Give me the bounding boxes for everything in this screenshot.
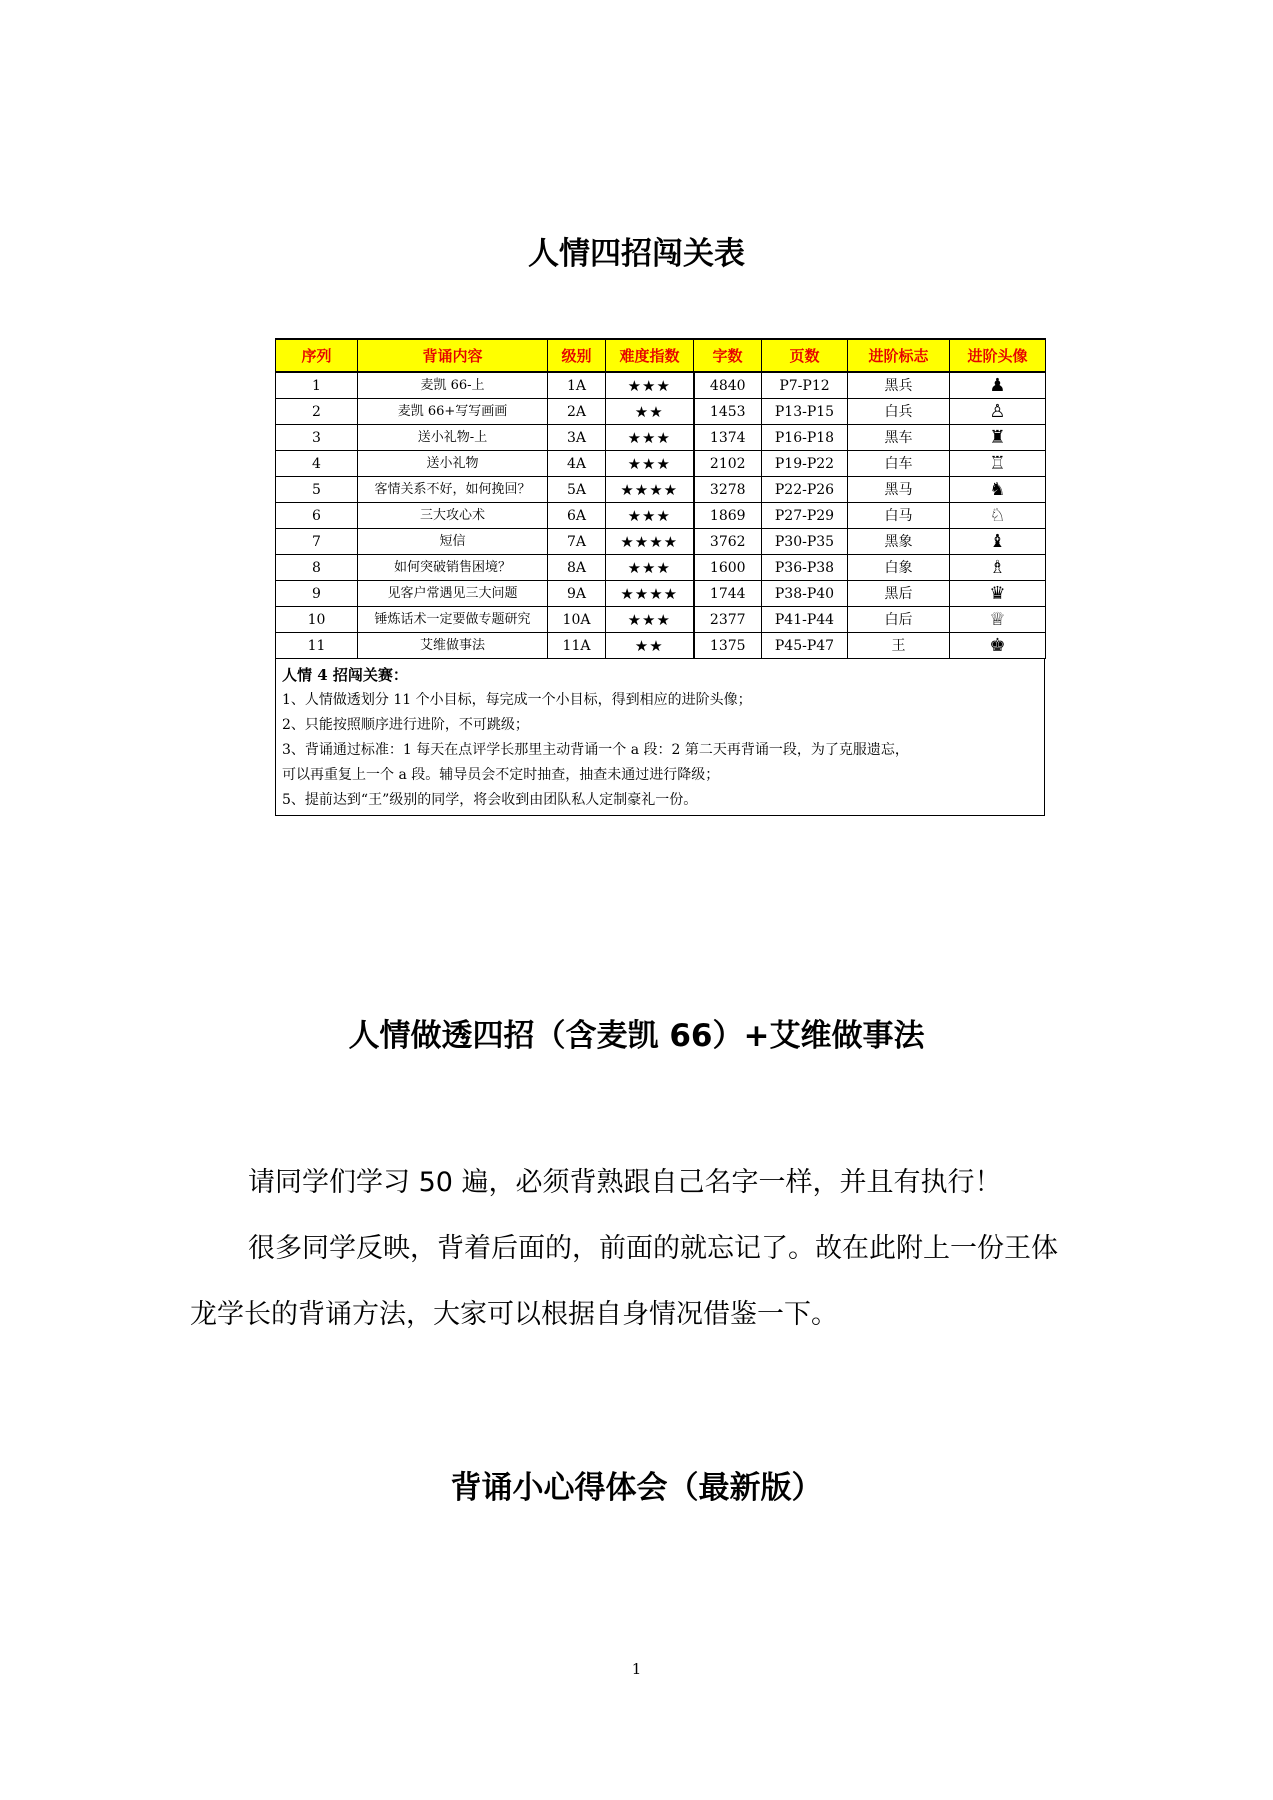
cell-level: 3A [548, 425, 606, 451]
chess-piece-icon: ♝ [950, 529, 1046, 555]
cell-level: 5A [548, 477, 606, 503]
header-difficulty: 难度指数 [606, 339, 694, 372]
challenge-table [275, 338, 1046, 659]
rule-line: 2、只能按照顺序进行进阶，不可跳级； [282, 717, 529, 733]
cell-difficulty-stars: ★★ [606, 633, 694, 659]
cell-pages: P45-P47 [762, 633, 848, 659]
cell-seq: 11 [276, 633, 358, 659]
cell-char-count: 2102 [694, 451, 762, 477]
cell-badge: 白兵 [848, 399, 950, 425]
cell-pages: P36-P38 [762, 555, 848, 581]
table-body [276, 372, 1046, 659]
section-title-tips: 背诵小心得体会（最新版） [450, 1470, 823, 1506]
cell-difficulty-stars: ★★★★ [606, 477, 694, 503]
cell-badge: 黑马 [848, 477, 950, 503]
header-content: 背诵内容 [358, 339, 548, 372]
cell-seq: 5 [276, 477, 358, 503]
chess-piece-icon: ♗ [950, 555, 1046, 581]
cell-pages: P38-P40 [762, 581, 848, 607]
cell-pages: P13-P15 [762, 399, 848, 425]
cell-pages: P41-P44 [762, 607, 848, 633]
cell-pages: P27-P29 [762, 503, 848, 529]
cell-pages: P22-P26 [762, 477, 848, 503]
paragraph-note: 很多同学反映，背着后面的，前面的就忘记了。故在此附上一份王体龙学长的背诵方法，大家可以根据自身情况借鉴一下。 [190, 1233, 1058, 1330]
cell-badge: 白马 [848, 503, 950, 529]
cell-seq: 8 [276, 555, 358, 581]
cell-difficulty-stars: ★★★ [606, 451, 694, 477]
cell-level: 2A [548, 399, 606, 425]
cell-content: 送小礼物 [358, 451, 548, 477]
cell-char-count: 3278 [694, 477, 762, 503]
table-row [276, 399, 1046, 425]
table-row [276, 503, 1046, 529]
cell-level: 4A [548, 451, 606, 477]
cell-badge: 白后 [848, 607, 950, 633]
cell-badge: 黑象 [848, 529, 950, 555]
cell-content: 麦凯 66-上 [358, 372, 548, 399]
cell-content: 锤炼话术一定要做专题研究 [358, 607, 548, 633]
page-number: 1 [631, 1660, 642, 1678]
cell-content: 短信 [358, 529, 548, 555]
cell-level: 7A [548, 529, 606, 555]
cell-difficulty-stars: ★★★ [606, 503, 694, 529]
cell-content: 艾维做事法 [358, 633, 548, 659]
cell-char-count: 1453 [694, 399, 762, 425]
section-title-main: 人情做透四招（含麦凯 66）+艾维做事法 [348, 1018, 925, 1054]
table-row [276, 529, 1046, 555]
cell-content: 三大攻心术 [358, 503, 548, 529]
cell-seq: 4 [276, 451, 358, 477]
cell-content: 见客户常遇见三大问题 [358, 581, 548, 607]
cell-badge: 黑车 [848, 425, 950, 451]
cell-seq: 7 [276, 529, 358, 555]
chess-piece-icon: ♛ [950, 581, 1046, 607]
cell-content: 客情关系不好，如何挽回？ [358, 477, 548, 503]
cell-difficulty-stars: ★★ [606, 399, 694, 425]
rule-line: 可以再重复上一个 a 段。辅导员会不定时抽查，抽查未通过进行降级； [282, 767, 720, 783]
cell-difficulty-stars: ★★★★ [606, 581, 694, 607]
cell-difficulty-stars: ★★★ [606, 555, 694, 581]
header-level: 级别 [548, 339, 606, 372]
chess-piece-icon: ♙ [950, 399, 1046, 425]
chess-piece-icon: ♞ [950, 477, 1046, 503]
cell-level: 11A [548, 633, 606, 659]
cell-char-count: 1374 [694, 425, 762, 451]
chess-piece-icon: ♘ [950, 503, 1046, 529]
header-seq: 序列 [276, 339, 358, 372]
cell-badge: 王 [848, 633, 950, 659]
paragraph-instruction: 请同学们学习 50 遍，必须背熟跟自己名字一样，并且有执行！ [248, 1167, 1002, 1198]
chess-piece-icon: ♜ [950, 425, 1046, 451]
header-chars: 字数 [694, 339, 762, 372]
cell-seq: 1 [276, 372, 358, 399]
header-avatar: 进阶头像 [950, 339, 1046, 372]
table-row [276, 633, 1046, 659]
cell-seq: 10 [276, 607, 358, 633]
cell-level: 1A [548, 372, 606, 399]
cell-content: 麦凯 66+写写画画 [358, 399, 548, 425]
cell-seq: 6 [276, 503, 358, 529]
chess-piece-icon: ♟ [950, 372, 1046, 399]
cell-badge: 黑后 [848, 581, 950, 607]
cell-difficulty-stars: ★★★ [606, 372, 694, 399]
cell-difficulty-stars: ★★★ [606, 607, 694, 633]
rules-title: 人情 4 招闯关赛： [282, 666, 408, 684]
cell-level: 8A [548, 555, 606, 581]
cell-badge: 黑兵 [848, 372, 950, 399]
chess-piece-icon: ♖ [950, 451, 1046, 477]
page-title-challenge-table: 人情四招闯关表 [528, 236, 745, 272]
cell-seq: 9 [276, 581, 358, 607]
cell-level: 9A [548, 581, 606, 607]
cell-char-count: 1869 [694, 503, 762, 529]
cell-level: 10A [548, 607, 606, 633]
table-row [276, 425, 1046, 451]
table-header-row [276, 339, 1046, 372]
cell-badge: 白车 [848, 451, 950, 477]
cell-char-count: 1375 [694, 633, 762, 659]
rules-box [275, 659, 1045, 816]
table-row [276, 372, 1046, 399]
rule-line: 1、人情做透划分 11 个小目标，每完成一个小目标，得到相应的进阶头像； [282, 692, 752, 708]
cell-level: 6A [548, 503, 606, 529]
cell-content: 如何突破销售困境？ [358, 555, 548, 581]
chess-piece-icon: ♕ [950, 607, 1046, 633]
header-pages: 页数 [762, 339, 848, 372]
cell-difficulty-stars: ★★★★ [606, 529, 694, 555]
cell-char-count: 1744 [694, 581, 762, 607]
cell-difficulty-stars: ★★★ [606, 425, 694, 451]
cell-pages: P7-P12 [762, 372, 848, 399]
cell-char-count: 1600 [694, 555, 762, 581]
cell-seq: 2 [276, 399, 358, 425]
challenge-table-figure [275, 338, 1045, 816]
cell-char-count: 2377 [694, 607, 762, 633]
rule-line: 3、背诵通过标准：1 每天在点评学长那里主动背诵一个 a 段：2 第二天再背诵一段，为了克服遗忘， [282, 742, 909, 758]
table-row [276, 581, 1046, 607]
table-row [276, 477, 1046, 503]
cell-badge: 白象 [848, 555, 950, 581]
cell-char-count: 4840 [694, 372, 762, 399]
table-row [276, 607, 1046, 633]
cell-pages: P30-P35 [762, 529, 848, 555]
cell-pages: P19-P22 [762, 451, 848, 477]
table-row [276, 451, 1046, 477]
cell-content: 送小礼物-上 [358, 425, 548, 451]
chess-piece-icon: ♚ [950, 633, 1046, 659]
header-badge: 进阶标志 [848, 339, 950, 372]
cell-pages: P16-P18 [762, 425, 848, 451]
cell-char-count: 3762 [694, 529, 762, 555]
table-row [276, 555, 1046, 581]
cell-seq: 3 [276, 425, 358, 451]
rule-line: 5、提前达到“王”级别的同学，将会收到由团队私人定制豪礼一份。 [282, 792, 698, 808]
